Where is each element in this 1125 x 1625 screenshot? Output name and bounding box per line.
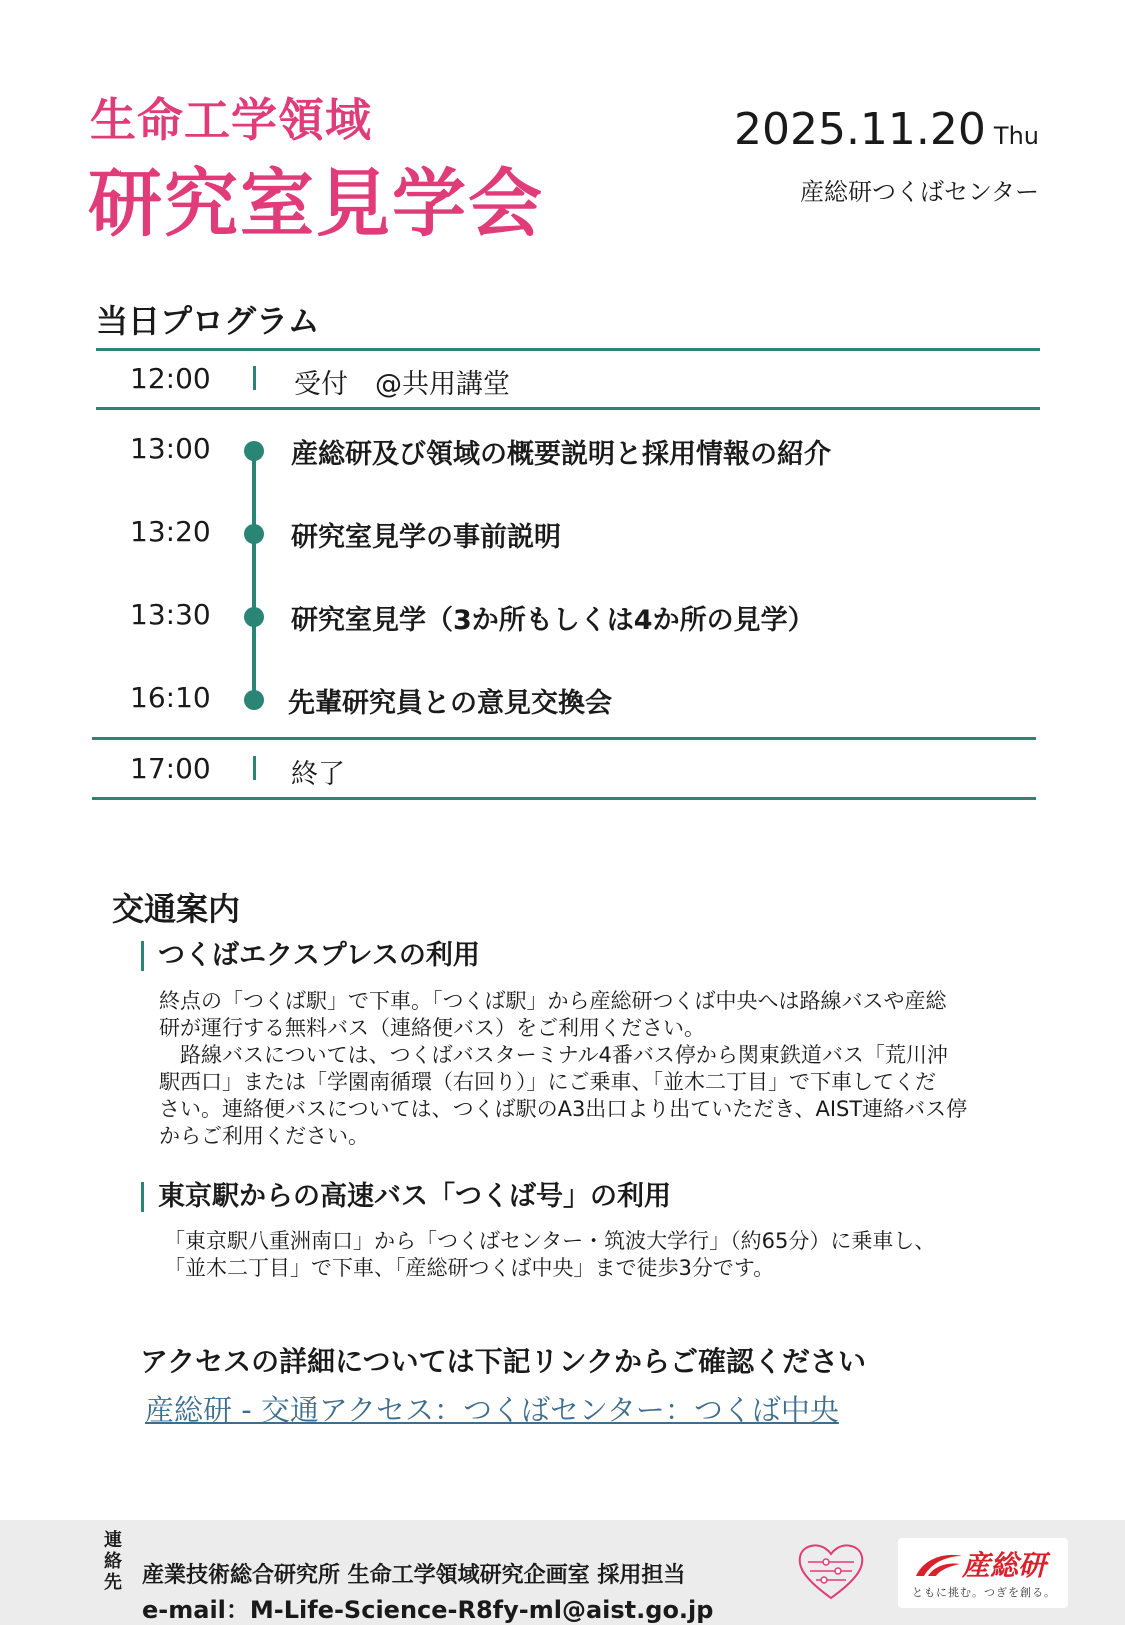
bus-subheading: 東京駅からの高速バス「つくば号」の利用 xyxy=(141,1182,671,1212)
aist-logo-mark xyxy=(914,1550,964,1584)
program-time: 16:10 xyxy=(130,681,211,714)
program-time: 13:20 xyxy=(130,515,211,548)
aist-logo xyxy=(898,1538,1068,1608)
program-item: 受付 @共用講堂 xyxy=(294,369,510,400)
text-line: さい。連絡便バスについては、つくば駅のA3出口より出ていただき、AIST連絡バス停 xyxy=(159,1097,968,1121)
contact-label-char: 連 xyxy=(104,1530,122,1551)
aist-logo-tagline: ともに挑む。つぎを創る。 xyxy=(912,1586,1056,1599)
divider xyxy=(92,737,1036,740)
program-time: 13:00 xyxy=(130,432,211,465)
divider xyxy=(96,348,1040,351)
program-time: 13:30 xyxy=(130,598,211,631)
event-venue: 産総研つくばセンター xyxy=(799,178,1039,206)
program-item: 先輩研究員との意見交換会 xyxy=(288,688,612,719)
bus-description xyxy=(164,1228,935,1282)
event-date-value: 2025.11.20 xyxy=(733,104,986,155)
divider xyxy=(96,407,1040,410)
event-subtitle: 生命工学領域 xyxy=(90,93,372,147)
timeline-tick xyxy=(253,366,256,390)
program-heading: 当日プログラム xyxy=(96,302,320,340)
program-item: 産総研及び領域の概要説明と採用情報の紹介 xyxy=(291,439,831,470)
timeline-dot xyxy=(244,607,264,627)
text-line: 「東京駅八重洲南口」から「つくばセンター・筑波大学行」（約65分）に乗車し、 xyxy=(164,1229,936,1253)
timeline-line xyxy=(252,452,256,700)
contact-organization: 産業技術総合研究所 生命工学領域研究企画室 採用担当 xyxy=(142,1563,686,1588)
event-day: Thu xyxy=(993,122,1039,150)
text-line: 研が運行する無料バス（連絡便バス）をご利用ください。 xyxy=(159,1016,705,1040)
divider xyxy=(92,797,1036,800)
contact-label xyxy=(100,1530,126,1593)
timeline-dot xyxy=(244,524,264,544)
program-time: 17:00 xyxy=(130,752,211,785)
event-date xyxy=(734,104,1039,155)
tx-subheading: つくばエクスプレスの利用 xyxy=(141,941,480,971)
tx-description xyxy=(159,988,967,1150)
contact-email: e-mail：M-Life-Science-R8fy-ml@aist.go.jp xyxy=(142,1596,714,1624)
access-note: アクセスの詳細については下記リンクからご確認ください xyxy=(140,1345,867,1378)
contact-label-char: 先 xyxy=(104,1572,122,1593)
access-heading: 交通案内 xyxy=(112,890,241,928)
program-item: 研究室見学（3か所もしくは4か所の見学） xyxy=(291,605,815,636)
text-line: 「並木二丁目」で下車、「産総研つくば中央」まで徒歩3分です。 xyxy=(164,1256,775,1280)
footer xyxy=(0,1520,1125,1625)
event-title: 研究室見学会 xyxy=(88,161,544,247)
text-line: からご利用ください。 xyxy=(159,1124,369,1148)
heart-icon xyxy=(796,1540,866,1606)
program-item: 終了 xyxy=(291,759,345,790)
text-line: 終点の「つくば駅」で下車。「つくば駅」から産総研つくば中央へは路線バスや産総 xyxy=(159,989,947,1013)
timeline-dot xyxy=(244,690,264,710)
access-link[interactable]: 産総研 - 交通アクセス：つくばセンター：つくば中央 xyxy=(145,1393,839,1427)
program-time: 12:00 xyxy=(130,362,211,395)
text-line: 駅西口」または「学園南循環（右回り）」にご乗車、「並木二丁目」で下車してくだ xyxy=(159,1070,936,1094)
text-line: 路線バスについては、つくばバスターミナル4番バス停から関東鉄道バス「荒川沖 xyxy=(159,1043,948,1067)
contact-label-char: 絡 xyxy=(104,1551,122,1572)
timeline-dot xyxy=(244,441,264,461)
timeline-tick xyxy=(253,756,256,780)
aist-logo-text: 産総研 xyxy=(962,1549,1047,1582)
program-item: 研究室見学の事前説明 xyxy=(291,522,561,553)
